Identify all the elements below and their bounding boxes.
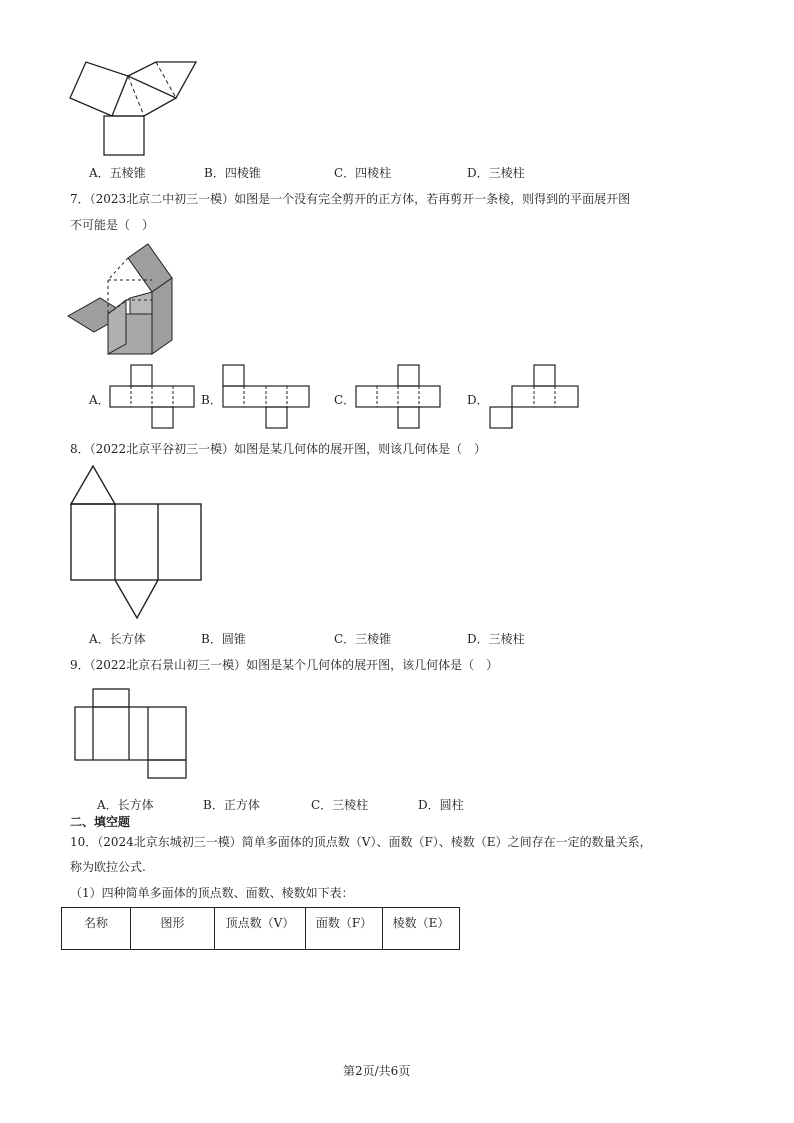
q9-option-d[interactable]: D．圆柱 (418, 798, 464, 812)
table-header-edges: 棱数（E） (383, 908, 460, 950)
q9-option-a[interactable]: A．长方体 (97, 798, 154, 812)
q10-part1: （1）四种简单多面体的顶点数、面数、棱数如下表： (70, 886, 354, 900)
q7-cube-figure (68, 240, 178, 358)
q8-net-figure (69, 464, 203, 620)
q10-stem-line1: 10．（2024北京东城初三一模）简单多面体的顶点数（V）、面数（F）、棱数（E）之间存在一定的数量关系， (70, 835, 652, 849)
q7-option-d-label[interactable]: D． (467, 393, 489, 407)
q10-stem-line2: 称为欧拉公式. (70, 860, 146, 874)
q7-stem-line2: 不可能是（ ） (70, 218, 155, 232)
q9-option-b[interactable]: B．正方体 (203, 798, 260, 812)
q8-option-b[interactable]: B．圆锥 (201, 632, 246, 646)
q6-option-d[interactable]: D．三棱柱 (467, 166, 525, 180)
q10-table (61, 907, 460, 950)
q7-option-b-net[interactable] (223, 365, 309, 429)
section-heading: 二、填空题 (70, 815, 131, 829)
table-row (62, 908, 460, 950)
table-header-figure: 图形 (131, 908, 215, 950)
table-header-faces: 面数（F） (306, 908, 383, 950)
q7-option-c-net[interactable] (356, 365, 440, 429)
q6-option-c[interactable]: C．四棱柱 (334, 166, 392, 180)
table-header-name: 名称 (62, 908, 131, 950)
q7-stem-line1: 7．（2023北京二中初三一模）如图是一个没有完全剪开的正方体，若再剪开一条棱，则得到的平面展开图 (70, 192, 631, 206)
q7-option-a-net[interactable] (110, 365, 194, 429)
q7-option-b-label[interactable]: B． (201, 393, 222, 407)
q6-option-a[interactable]: A．五棱锥 (89, 166, 146, 180)
q7-option-c-label[interactable]: C． (334, 393, 356, 407)
q6-net-figure (66, 58, 206, 158)
q9-stem: 9．（2022北京石景山初三一模）如图是某个几何体的展开图，该几何体是（ ） (70, 658, 499, 672)
table-header-vertices: 顶点数（V） (215, 908, 306, 950)
q7-option-d-net[interactable] (490, 365, 578, 429)
q8-option-c[interactable]: C．三棱锥 (334, 632, 392, 646)
q9-option-c[interactable]: C．三棱柱 (311, 798, 369, 812)
q8-option-d[interactable]: D．三棱柱 (467, 632, 525, 646)
q7-option-a-label[interactable]: A． (89, 393, 110, 407)
page-footer: 第2页/共6页 (343, 1064, 411, 1078)
q9-net-figure (74, 688, 188, 780)
q8-stem: 8．（2022北京平谷初三一模）如图是某几何体的展开图，则该几何体是（ ） (70, 442, 487, 456)
q6-option-b[interactable]: B．四棱锥 (204, 166, 261, 180)
q8-option-a[interactable]: A．长方体 (89, 632, 146, 646)
